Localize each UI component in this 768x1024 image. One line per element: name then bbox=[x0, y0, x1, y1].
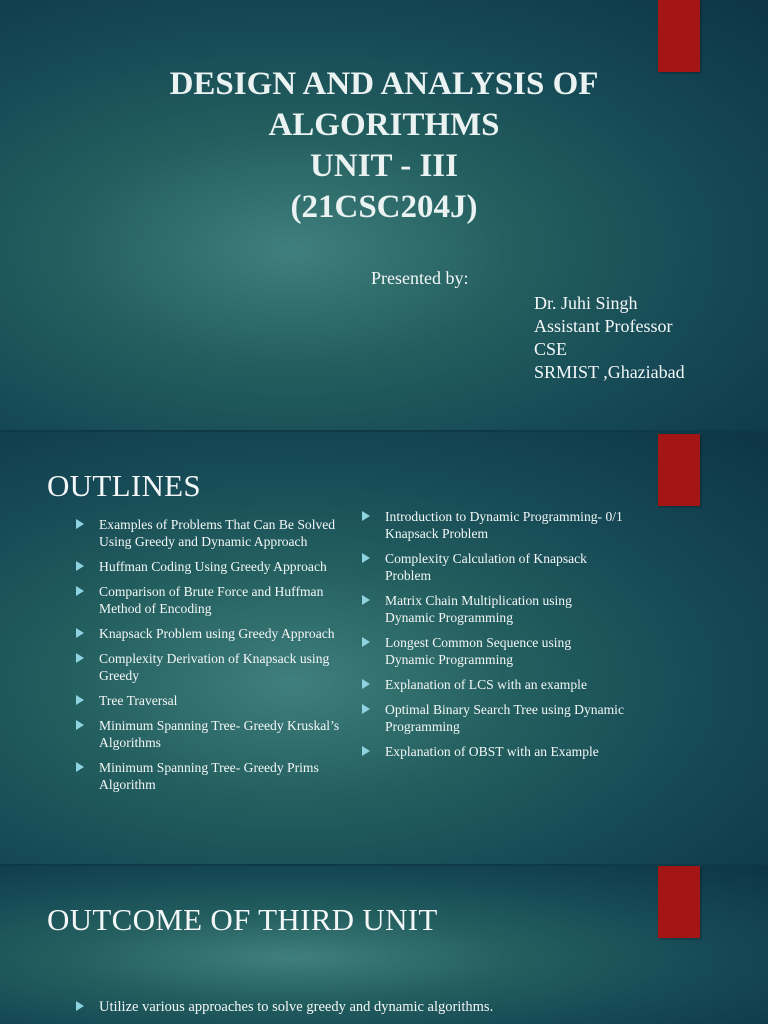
outlines-slide bbox=[0, 432, 768, 864]
slide-title bbox=[0, 64, 768, 228]
triangle-bullet-icon bbox=[362, 553, 370, 563]
list-item-text: Matrix Chain Multiplication using Dynamic Programming bbox=[385, 593, 572, 625]
triangle-bullet-icon bbox=[76, 519, 84, 529]
presented-by-label: Presented by: bbox=[371, 268, 469, 288]
triangle-bullet-icon bbox=[76, 720, 84, 730]
list-item bbox=[362, 743, 624, 760]
title-line: (21CSC204J) bbox=[290, 189, 478, 225]
list-item-text: Comparison of Brute Force and Huffman Method of Encoding bbox=[99, 584, 324, 616]
title-line: UNIT - III bbox=[310, 148, 458, 184]
triangle-bullet-icon bbox=[76, 628, 84, 638]
list-item bbox=[362, 550, 624, 584]
triangle-bullet-icon bbox=[76, 561, 84, 571]
list-item-text: Longest Common Sequence using Dynamic Programming bbox=[385, 635, 572, 667]
list-item-text: Complexity Calculation of Knapsack Problem bbox=[385, 551, 587, 583]
list-item-text: Knapsack Problem using Greedy Approach bbox=[99, 626, 335, 641]
outcome-slide bbox=[0, 866, 768, 1024]
title-line: ALGORITHMS bbox=[268, 107, 500, 143]
triangle-bullet-icon bbox=[362, 746, 370, 756]
triangle-bullet-icon bbox=[76, 695, 84, 705]
list-item bbox=[362, 592, 624, 626]
list-item bbox=[362, 508, 624, 542]
list-item-text: Examples of Problems That Can Be Solved Using Greedy and Dynamic Approach bbox=[99, 517, 336, 549]
triangle-bullet-icon bbox=[76, 1001, 84, 1011]
list-item-text: Minimum Spanning Tree- Greedy Prims Algorithm bbox=[99, 760, 319, 792]
outline-list-left bbox=[76, 516, 346, 801]
accent-bar bbox=[658, 434, 700, 506]
accent-bar bbox=[658, 866, 700, 938]
triangle-bullet-icon bbox=[362, 704, 370, 714]
list-item bbox=[76, 692, 346, 709]
outline-list-right bbox=[362, 508, 624, 768]
list-item-text: Complexity Derivation of Knapsack using Greedy bbox=[99, 651, 330, 683]
presenter-institution: SRMIST ,Ghaziabad bbox=[534, 362, 685, 382]
list-item-text: Minimum Spanning Tree- Greedy Kruskal’s Algorithms bbox=[99, 718, 340, 750]
list-item-text: Explanation of LCS with an example bbox=[385, 677, 587, 692]
list-item bbox=[76, 625, 346, 642]
triangle-bullet-icon bbox=[362, 637, 370, 647]
list-item bbox=[76, 998, 716, 1016]
triangle-bullet-icon bbox=[362, 511, 370, 521]
presenter-department: CSE bbox=[534, 339, 568, 359]
list-item-text: Optimal Binary Search Tree using Dynamic Programming bbox=[385, 702, 624, 734]
list-item bbox=[76, 717, 346, 751]
triangle-bullet-icon bbox=[76, 653, 84, 663]
list-item-text: Introduction to Dynamic Programming- 0/1 Knapsack Problem bbox=[385, 509, 623, 541]
list-item bbox=[362, 701, 624, 735]
list-item-text: Utilize various approaches to solve greedy and dynamic algorithms. bbox=[99, 999, 494, 1015]
list-item bbox=[76, 759, 346, 793]
section-title: OUTCOME OF THIRD UNIT bbox=[47, 902, 438, 937]
list-item-text: Tree Traversal bbox=[99, 693, 178, 708]
outcome-list bbox=[76, 998, 716, 1016]
triangle-bullet-icon bbox=[76, 586, 84, 596]
title-slide bbox=[0, 0, 768, 430]
list-item bbox=[76, 583, 346, 617]
section-title: OUTLINES bbox=[47, 468, 201, 503]
list-item-text: Huffman Coding Using Greedy Approach bbox=[99, 559, 327, 574]
list-item bbox=[76, 650, 346, 684]
presenter-info bbox=[534, 292, 685, 384]
triangle-bullet-icon bbox=[362, 595, 370, 605]
triangle-bullet-icon bbox=[76, 762, 84, 772]
accent-bar bbox=[658, 0, 700, 72]
list-item bbox=[362, 676, 624, 693]
list-item-text: Explanation of OBST with an Example bbox=[385, 744, 599, 759]
triangle-bullet-icon bbox=[362, 679, 370, 689]
list-item bbox=[76, 516, 346, 550]
list-item bbox=[362, 634, 624, 668]
presenter-name: Dr. Juhi Singh bbox=[534, 293, 638, 313]
title-line: DESIGN AND ANALYSIS OF bbox=[169, 66, 599, 102]
list-item bbox=[76, 558, 346, 575]
presenter-designation: Assistant Professor bbox=[534, 316, 673, 336]
